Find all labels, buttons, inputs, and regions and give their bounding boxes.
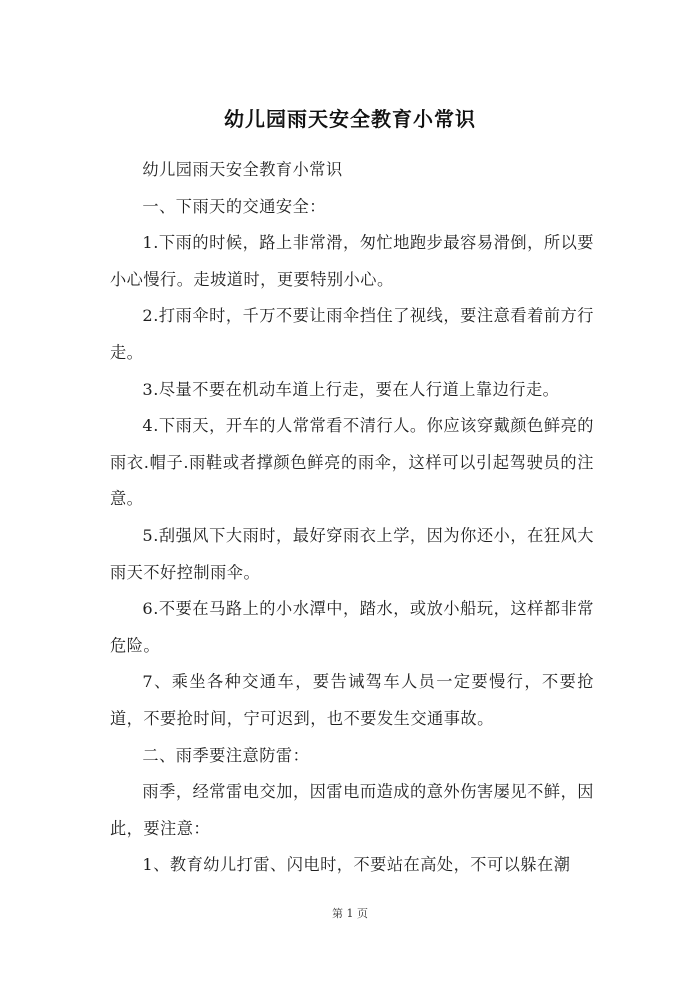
- paragraph-item-1: 1.下雨的时候，路上非常滑，匆忙地跑步最容易滑倒，所以要小心慢行。走坡道时，更要特别小心。: [110, 233, 594, 289]
- paragraph-lightning-intro: 雨季，经常雷电交加，因雷电而造成的意外伤害屡见不鲜，因此，要注意：: [110, 782, 594, 838]
- paragraph-item-7: 7、乘坐各种交通车，要告诫驾车人员一定要慢行，不要抢道，不要抢时间，宁可迟到，也不要发生交通事故。: [110, 672, 594, 728]
- document-body: [110, 152, 594, 884]
- document-title: 幼儿园雨天安全教育小常识: [224, 107, 476, 131]
- paragraph-lightning-item-1: 1、教育幼儿打雷、闪电时，不要站在高处，不可以躲在潮: [142, 855, 571, 875]
- paragraph-item-3: 3.尽量不要在机动车道上行走，要在人行道上靠边行走。: [142, 379, 560, 399]
- page-number: 第 1 页: [332, 907, 368, 920]
- paragraph-section-heading-lightning: 二、雨季要注意防雷：: [142, 745, 310, 765]
- paragraph-item-5: 5.刮强风下大雨时，最好穿雨衣上学，因为你还小，在狂风大雨天不好控制雨伞。: [110, 525, 594, 582]
- paragraph-item-6: 6.不要在马路上的小水潭中，踏水，或放小船玩，这样都非常危险。: [110, 599, 594, 655]
- paragraph-subtitle: 幼儿园雨天安全教育小常识: [142, 160, 343, 179]
- paragraph-item-4: 4.下雨天，开车的人常常看不清行人。你应该穿戴颜色鲜亮的雨衣.帽子.雨鞋或者撑颜色鲜亮的雨伞，这样可以引起驾驶员的注意。: [110, 416, 594, 509]
- paragraph-item-2: 2.打雨伞时，千万不要让雨伞挡住了视线，要注意看着前方行走。: [110, 306, 594, 362]
- paragraph-section-heading-traffic: 一、下雨天的交通安全：: [142, 196, 326, 216]
